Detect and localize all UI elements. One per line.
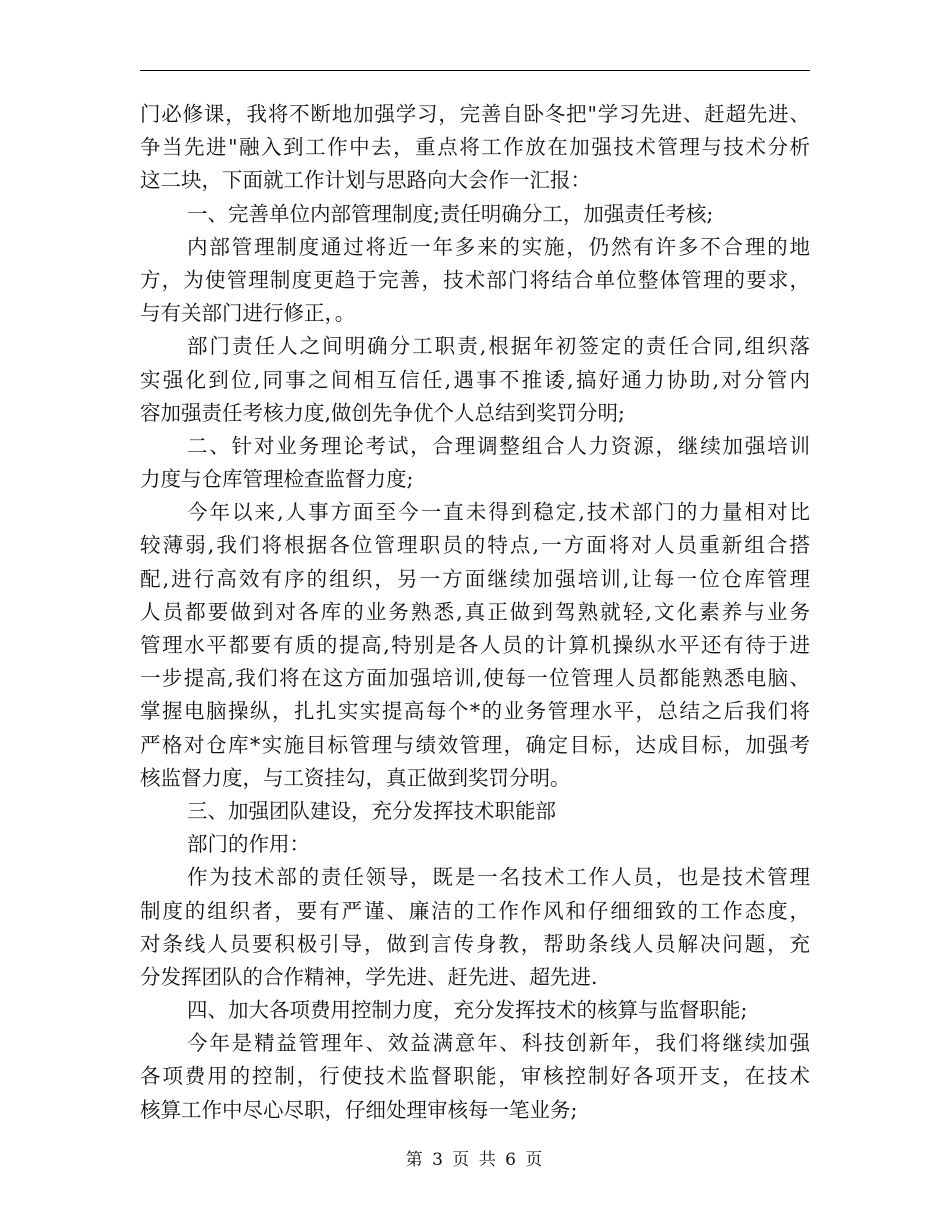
page-number: 第 3 页 共 6 页 (405, 1150, 545, 1170)
section-heading-3: 三、加强团队建设，充分发挥技术职能部 (187, 798, 556, 823)
text-line: 严格对仓库*实施目标管理与绩效管理，确定目标，达成目标，加强考 (140, 732, 810, 757)
document-body (140, 98, 810, 1127)
text-line: 内部管理制度通过将近一年多来的实施，仍然有许多不合理的地 (187, 234, 810, 259)
text-line: 对条线人员要积极引导，做到言传身教，帮助条线人员解决问题，充 (140, 931, 810, 956)
text-line: 分发挥团队的合作精神，学先进、赶先进、超先进. (140, 964, 598, 989)
text-line: 这二块，下面就工作计划与思路向大会作一汇报： (140, 168, 591, 193)
text-line: 今年以来,人事方面至今一直未得到稳定,技术部门的力量相对比 (187, 500, 810, 525)
text-line: 方，为使管理制度更趋于完善，技术部门将结合单位整体管理的要求， (140, 267, 810, 292)
text-line: 与有关部门进行修正，。 (140, 301, 356, 326)
text-line: 作为技术部的责任领导，既是一名技术工作人员，也是技术管理 (187, 865, 810, 890)
text-line: 容加强责任考核力度,做创先争优个人总结到奖罚分明; (140, 400, 625, 425)
text-line: 较薄弱,我们将根据各位管理职员的特点,一方面将对人员重新组合搭 (140, 533, 810, 558)
section-heading-4: 四、加大各项费用控制力度，充分发挥技术的核算与监督职能; (187, 998, 748, 1023)
text-line: 核监督力度，与工资挂勾，真正做到奖罚分明。 (140, 765, 571, 790)
text-line: 部门责任人之间明确分工职责,根据年初签定的责任合同,组织落 (187, 334, 810, 359)
section-heading-1: 一、完善单位内部管理制度;责任明确分工，加强责任考核; (187, 201, 714, 226)
text-line: 制度的组织者，要有严谨、廉洁的工作作风和仔细细致的工作态度， (140, 898, 810, 923)
text-line: 掌握电脑操纵，扎扎实实提高每个*的业务管理水平，总结之后我们将 (140, 699, 810, 724)
section-heading-2: 二、针对业务理论考试，合理调整组合人力资源，继续加强培训 (187, 433, 810, 458)
text-line: 门必修课，我将不断地加强学习，完善自卧冬把"学习先进、赶超先进、 (140, 102, 810, 126)
text-line: 配,进行高效有序的组织，另一方面继续加强培训,让每一位仓库管理 (140, 566, 810, 591)
text-line: 核算工作中尽心尽职，仔细处理审核每一笔业务; (140, 1097, 578, 1122)
text-line: 人员都要做到对各库的业务熟悉,真正做到驾熟就轻,文化素养与业务 (140, 599, 810, 624)
text-line: 实强化到位,同事之间相互信任,遇事不推诿,搞好通力协助,对分管内 (140, 367, 810, 392)
text-line: 今年是精益管理年、效益满意年、科技创新年，我们将继续加强 (187, 1031, 810, 1056)
text-line: 一步提高,我们将在这方面加强培训,使每一位管理人员都能熟悉电脑、 (140, 666, 810, 691)
text-line: 力度与仓库管理检查监督力度; (140, 467, 414, 492)
text-line: 各项费用的控制，行使技术监督职能，审核控制好各项开支，在技术 (140, 1064, 810, 1089)
header-rule (140, 70, 810, 71)
text-line: 争当先进"融入到工作中去，重点将工作放在加强技术管理与技术分析 (140, 135, 810, 160)
text-line: 部门的作用： (187, 832, 310, 857)
text-line: 管理水平都要有质的提高,特别是各人员的计算机操纵水平还有待于进 (140, 633, 810, 657)
